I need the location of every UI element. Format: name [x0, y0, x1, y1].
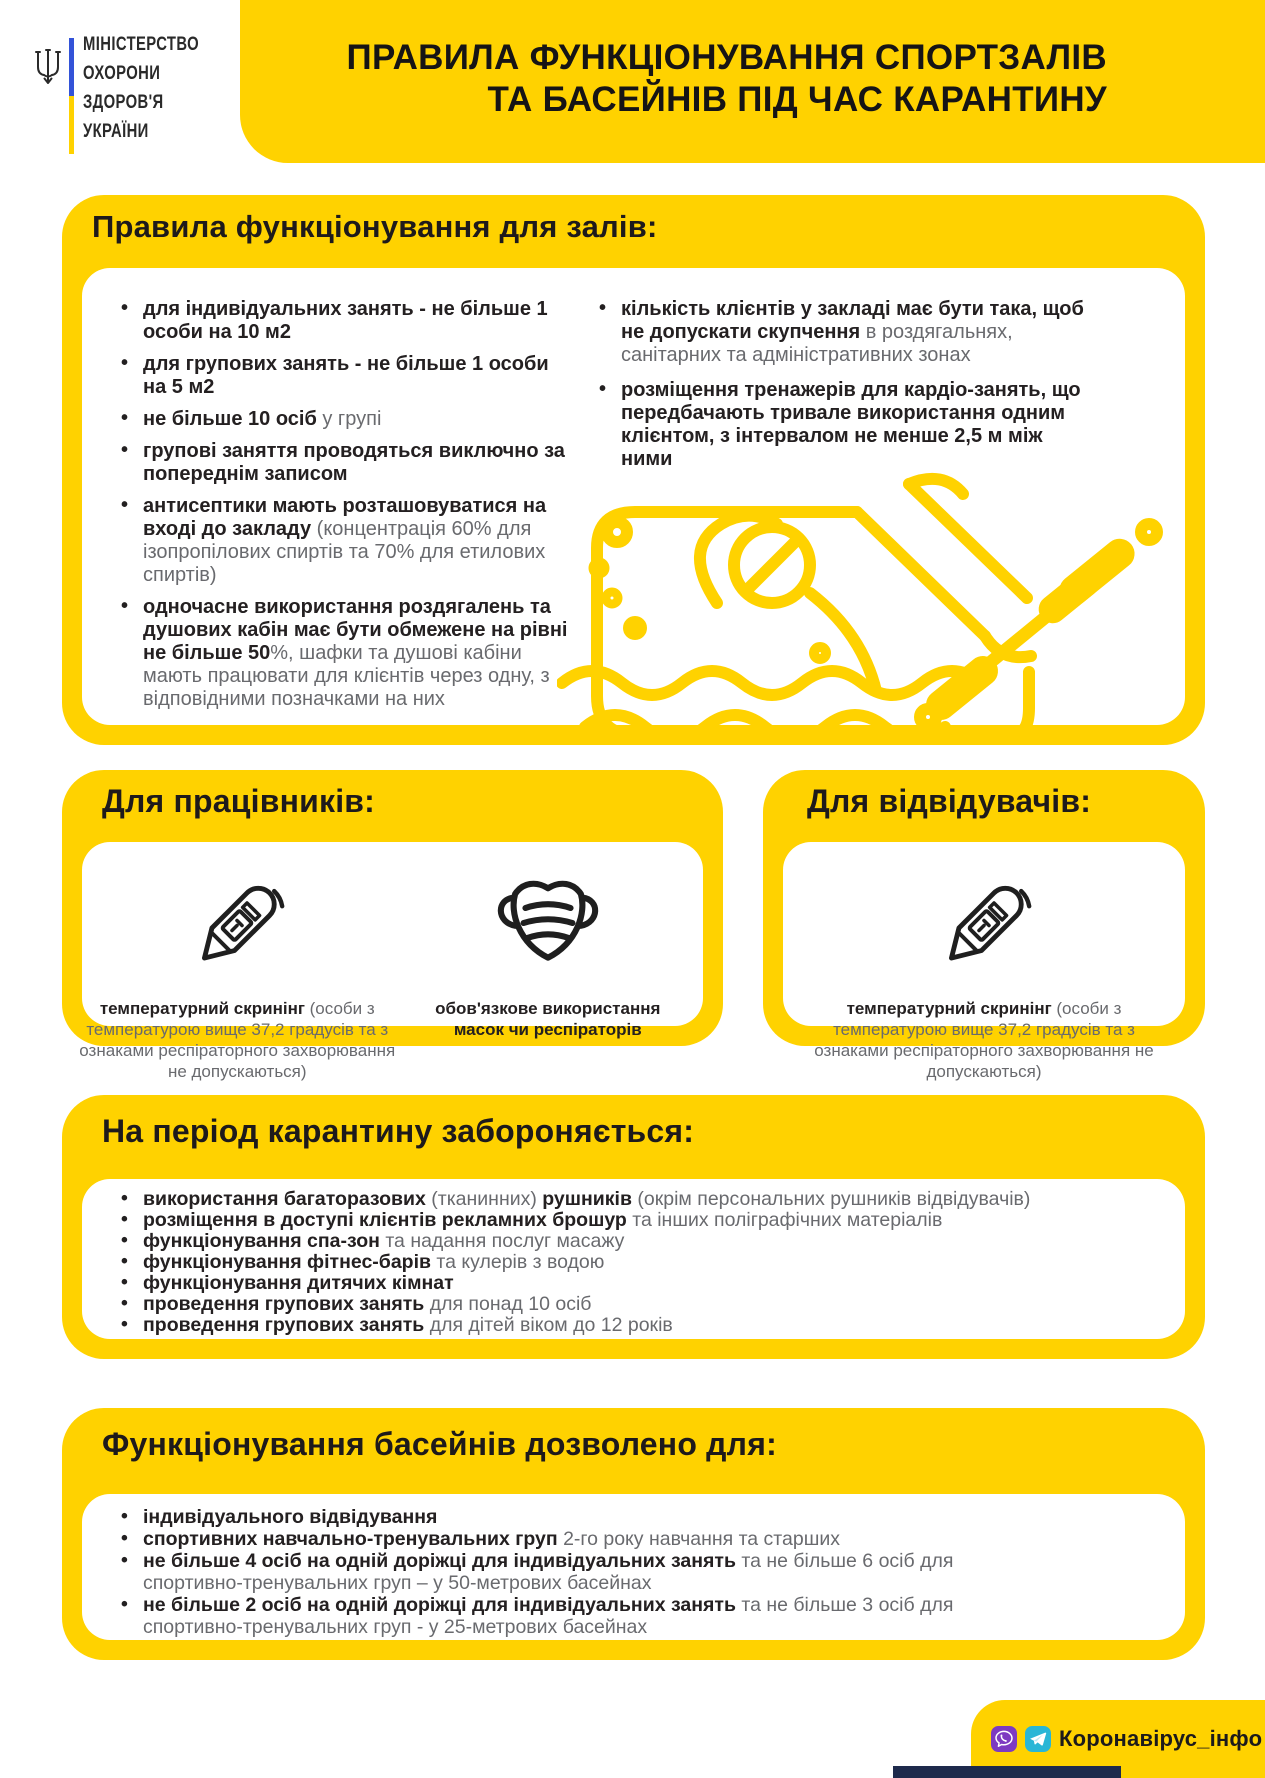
logo-line: ЗДОРОВ'Я: [83, 92, 164, 113]
logo-line: МІНІСТЕРСТВО: [83, 34, 200, 55]
pools-list: [116, 1506, 996, 1638]
bullet-item: • антисептики мають розташовуватися на вході до закладу (концентрація 60% для ізопропілових спиртів та 70% для етилових спиртів): [116, 495, 576, 587]
bullet-item: • групові заняття проводяться виключно за попереднім записом: [116, 440, 576, 486]
section-title: На період карантину забороняється:: [102, 1113, 695, 1149]
section-banned: [62, 1095, 1205, 1359]
bottom-navy-bar: [893, 1766, 1121, 1778]
bullet-item: • функціонування фітнес-барів та кулерів з водою: [116, 1252, 1201, 1273]
bullet-item: • функціонування дитячих кімнат: [116, 1273, 1201, 1294]
section-body: [82, 1179, 1185, 1339]
section-workers: [62, 770, 723, 1081]
poster-title-line1: ПРАВИЛА ФУНКЦІОНУВАННЯ СПОРТЗАЛІВ: [346, 38, 1107, 77]
bullet-item: • одночасне використання роздягалень та душових кабін має бути обмежене на рівні не більше 50%, шафки та душові кабіни мають працювати для клієнтів через одну, з відповідними позначками на них: [116, 596, 576, 711]
bullet-item: • проведення групових занять для понад 10 осіб: [116, 1294, 1201, 1315]
bullet-item: • використання багаторазових (тканинних) рушників (окрім персональних рушників відвідувачів): [116, 1189, 1201, 1210]
ministry-logo: [33, 28, 233, 158]
thermometer-icon: [175, 861, 299, 985]
poster-title-line2: ТА БАСЕЙНІВ ПІД ЧАС КАРАНТИНУ: [487, 80, 1107, 119]
banned-list: [116, 1189, 1201, 1336]
bullet-item: • для групових занять - не більше 1 особи на 5 м2: [116, 353, 576, 399]
footer-channel-label: Коронавірус_інфо: [1059, 1726, 1263, 1751]
bullet-item: • проведення групових занять для дітей віком до 12 років: [116, 1315, 1201, 1336]
gym-rules-right-list: [594, 298, 1094, 483]
bullet-item: • не більше 2 осіб на одній доріжці для індивідуальних занять та не більше 3 осіб для спортивно-тренувальних груп - у 25-метрових басейнах: [116, 1594, 996, 1638]
bullet-item: • не більше 4 осіб на одній доріжці для індивідуальних занять та не більше 6 осіб для спортивно-тренувальних груп – у 50-метрових басейнах: [116, 1550, 996, 1594]
section-title: Для працівників:: [102, 783, 376, 819]
section-body: [82, 1494, 1185, 1640]
thermometer-figure: [814, 852, 1154, 1082]
section-body: [783, 842, 1185, 1081]
mask-icon: [487, 871, 609, 975]
bullet-item: • розміщення в доступі клієнтів рекламних брошур та інших поліграфічних матеріалів: [116, 1210, 1201, 1231]
bullet-item: • індивідуального відвідування: [116, 1506, 996, 1528]
section-pools: [62, 1408, 1205, 1660]
mask-figure: [393, 852, 703, 1082]
section-title: Функціонування басейнів дозволено для:: [102, 1426, 777, 1462]
section-title: Правила функціонування для залів:: [92, 209, 658, 244]
section-title: Для відвідувачів:: [807, 783, 1092, 819]
section-gym: [62, 195, 1205, 745]
logo-line: УКРАЇНИ: [83, 121, 149, 142]
header-banner: [240, 0, 1265, 163]
logo-text: [83, 30, 199, 146]
bullet-item: • не більше 10 осіб у групі: [116, 408, 576, 431]
section-body: [79, 842, 703, 1081]
telegram-icon: [1025, 1726, 1051, 1752]
workers-thermo-caption: температурний скринінг (особи з температурою вище 37,2 градусів та з ознаками респіраторного захворювання не допускаються): [79, 999, 396, 1081]
gym-rules-left-list: [116, 298, 576, 720]
section-visitors: [763, 770, 1205, 1081]
thermometer-figure: [79, 852, 396, 1082]
visitors-thermo-caption: температурний скринінг (особи з температурою вище 37,2 градусів та з ознаками респіраторного захворювання не допускаються): [814, 999, 1154, 1081]
bullet-item: • спортивних навчально-тренувальних груп 2-го року навчання та старших: [116, 1528, 996, 1550]
bullet-item: • кількість клієнтів у закладі має бути така, щоб не допускати скупчення в роздягальнях, санітарних та адміністративних зонах: [594, 298, 1094, 367]
bullet-item: • розміщення тренажерів для кардіо-занять, що передбачають тривале використання одним клієнтом, з інтервалом не менше 2,5 м між ними: [594, 379, 1094, 471]
thermometer-icon: [922, 861, 1046, 985]
bullet-item: • функціонування спа-зон та надання послуг масажу: [116, 1231, 1201, 1252]
bullet-item: • для індивідуальних занять - не більше 1 особи на 10 м2: [116, 298, 576, 344]
logo-line: ОХОРОНИ: [83, 63, 161, 84]
workers-mask-caption: обов'язкове використання масок чи респіраторів: [435, 999, 661, 1039]
viber-icon: [991, 1726, 1017, 1752]
trident-icon: [33, 36, 63, 100]
section-body: [82, 268, 1185, 725]
logo-flag-bar: [69, 38, 74, 154]
